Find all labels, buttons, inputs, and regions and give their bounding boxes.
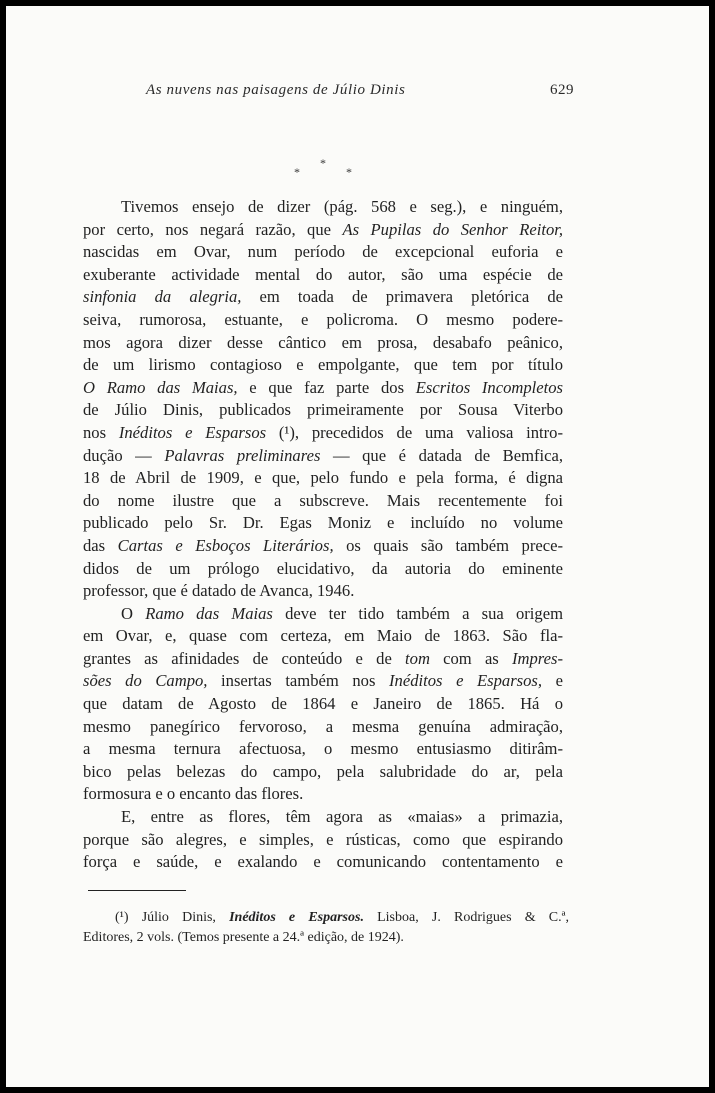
- line: por certo, nos negará razão, que As Pupilas do Senhor Reitor,: [83, 219, 564, 239]
- separator-star-top: *: [320, 156, 326, 170]
- work-title: Cartas e Esboços Literários,: [117, 535, 334, 555]
- line: formosura e o encanto das flores.: [83, 784, 304, 804]
- work-title: Inéditos e Esparsos.: [229, 910, 364, 925]
- footnote-line: (¹) Júlio Dinis, Inéditos e Esparsos. Lisboa, J. Rodrigues & C.ª,: [115, 910, 569, 925]
- separator-star-left: *: [294, 165, 300, 179]
- footnote: [83, 908, 569, 948]
- work-title: Inéditos e Esparsos: [118, 422, 267, 442]
- line: sinfonia da alegria, em toada de primavera pletórica de: [83, 287, 563, 307]
- work-title: Ramo das Maias: [145, 603, 273, 623]
- line: de Júlio Dinis, publicados primeiramente por Sousa Viterbo: [83, 400, 563, 420]
- line: nascidas em Ovar, num período de excepcional euforia e: [83, 242, 563, 262]
- footnote-divider: [88, 890, 186, 891]
- line: E, entre as flores, têm agora as «maias» a primazia,: [121, 807, 563, 827]
- work-title: Impres-: [512, 648, 563, 668]
- line: professor, que é datado de Avanca, 1946.: [83, 581, 355, 601]
- emphasis: tom: [405, 648, 430, 668]
- work-title: Palavras preliminares: [164, 445, 321, 465]
- line: porque são alegres, e simples, e rústicas, como que espirando: [83, 829, 563, 849]
- line: nos Inéditos e Esparsos (¹), precedidos de uma valiosa intro-: [83, 422, 563, 442]
- line: seiva, rumorosa, estuante, e policroma. O mesmo podere-: [83, 309, 563, 329]
- line: O Ramo das Maias, e que faz parte dos Escritos Incompletos: [83, 377, 563, 397]
- work-title: Escritos Incompletos: [415, 377, 563, 397]
- line: em Ovar, e, quase com certeza, em Maio de 1863. São fla-: [83, 626, 563, 646]
- line: a mesma ternura afectuosa, o mesmo entusiasmo ditirâm-: [83, 739, 563, 759]
- work-title: sões do Campo,: [83, 671, 208, 691]
- running-header: [146, 82, 574, 99]
- work-title: O Ramo das Maias,: [83, 377, 238, 397]
- line: bico pelas belezas do campo, pela salubridade do ar, pela: [83, 761, 563, 781]
- emphasis: sinfonia da alegria,: [83, 287, 242, 307]
- work-title: As Pupilas do Senhor Reitor,: [342, 219, 564, 239]
- book-page: [6, 6, 709, 1087]
- line: das Cartas e Esboços Literários, os quais são também precе-: [83, 535, 563, 555]
- line: O Ramo das Maias deve ter tido também a sua origem: [121, 603, 563, 623]
- line: mos agora dizer desse cântico em prosa, desabafo peânico,: [83, 332, 563, 352]
- line: do nome ilustre que a subscreve. Mais recentemente foi: [83, 490, 563, 510]
- line: didos de um prólogo elucidativo, da autoria do eminente: [83, 558, 563, 578]
- line: 18 de Abril de 1909, e que, pelo fundo e pela forma, é digna: [83, 468, 563, 488]
- line: sões do Campo, insertas também nos Inéditos e Esparsos, e: [83, 671, 563, 691]
- footnote-line: Editores, 2 vols. (Temos presente a 24.ª edição, de 1924).: [83, 930, 404, 945]
- line: de um lirismo contagioso e empolgante, que tem por título: [83, 355, 563, 375]
- line: força e saúde, e exalando e comunicando contentamento e: [83, 852, 563, 872]
- line: mesmo panegírico fervoroso, a mesma genuína admiração,: [83, 716, 563, 736]
- line: exuberante actividade mental do autor, são uma espécie de: [83, 264, 563, 284]
- separator-star-right: *: [346, 165, 352, 179]
- footnote-marker: (¹): [115, 910, 129, 925]
- line: que datam de Agosto de 1864 e Janeiro de 1865. Há o: [83, 694, 563, 714]
- running-title: As nuvens nas paisagens de Júlio Dinis: [146, 82, 406, 98]
- line: Tivemos ensejo de dizer (pág. 568 e seg.), e ninguém,: [121, 197, 563, 216]
- line: publicado pelo Sr. Dr. Egas Moniz e incluído no volume: [83, 513, 563, 533]
- section-separator: [286, 156, 366, 180]
- line: grantes as afinidades de conteúdo e de tom com as Impres-: [83, 648, 563, 668]
- page-number: 629: [550, 82, 574, 98]
- body-text: [83, 196, 563, 874]
- line: dução — Palavras preliminares — que é datada de Bemfica,: [83, 445, 563, 465]
- work-title: Inéditos e Esparsos,: [389, 671, 543, 691]
